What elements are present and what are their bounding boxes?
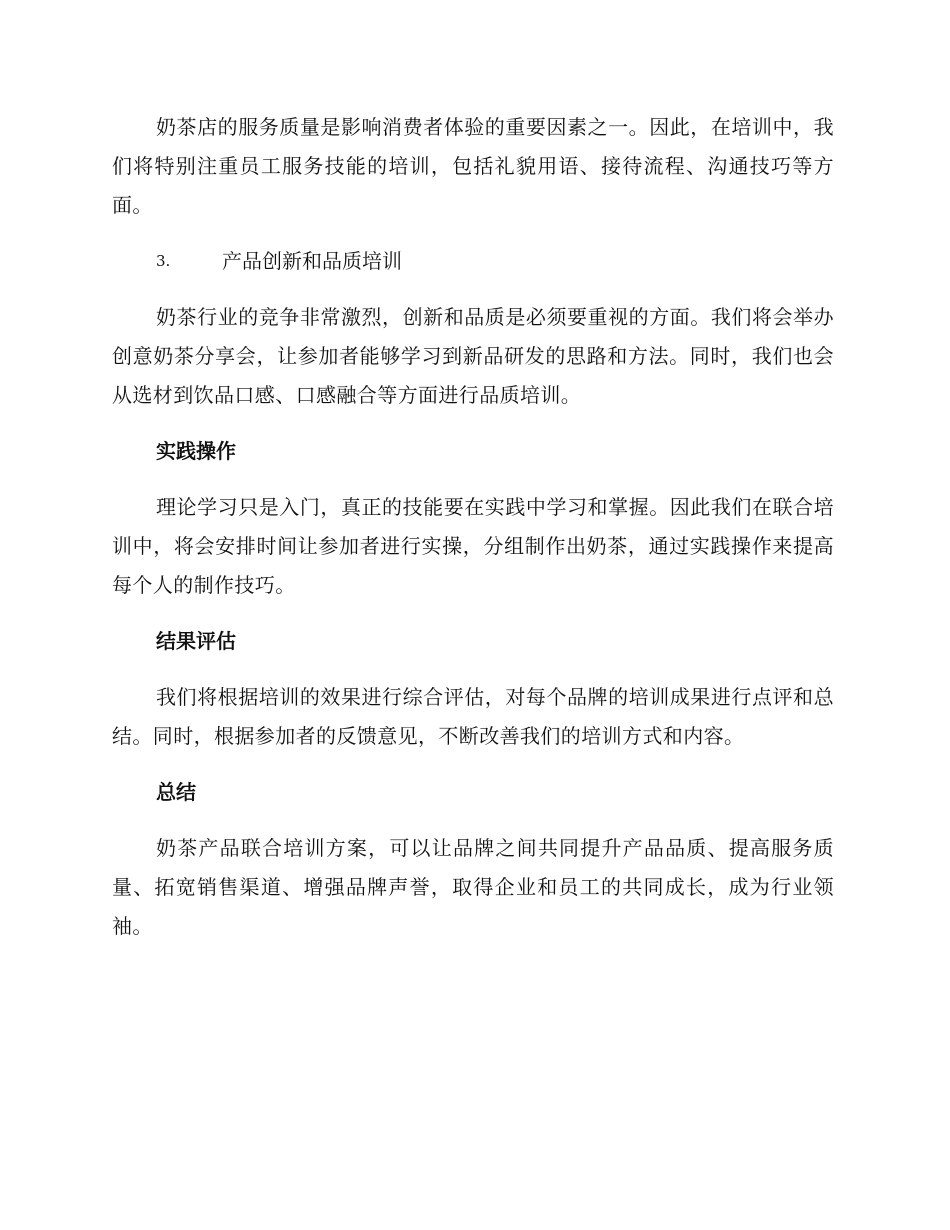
paragraph-evaluation: 我们将根据培训的效果进行综合评估，对每个品牌的培训成果进行点评和总结。同时，根据参加者的反馈意见，不断改善我们的培训方式和内容。 (112, 685, 834, 748)
heading-practice: 实践操作 (156, 439, 236, 463)
paragraph-practice: 理论学习只是入门，真正的技能要在实践中学习和掌握。因此我们在联合培训中，将会安排时间让参加者进行实操，分组制作出奶茶，通过实践操作来提高每个人的制作技巧。 (112, 495, 834, 597)
document-body (112, 108, 834, 946)
paragraph-summary: 奶茶产品联合培训方案，可以让品牌之间共同提升产品品质、提高服务质量、拓宽销售渠道、增强品牌声誉，取得企业和员工的共同成长，成为行业领袖。 (112, 836, 834, 938)
paragraph-innovation-quality: 奶茶行业的竞争非常激烈，创新和品质是必须要重视的方面。我们将会举办创意奶茶分享会，让参加者能够学习到新品研发的思路和方法。同时，我们也会从选材到饮品口感、口感融合等方面进行品质培训。 (112, 305, 834, 407)
heading-summary: 总结 (156, 780, 196, 804)
paragraph-service-quality: 奶茶店的服务质量是影响消费者体验的重要因素之一。因此，在培训中，我们将特别注重员工服务技能的培训，包括礼貌用语、接待流程、沟通技巧等方面。 (112, 115, 834, 217)
list-item-product-innovation (112, 242, 834, 281)
list-item-title: 产品创新和品质培训 (222, 249, 402, 273)
heading-evaluation: 结果评估 (156, 629, 236, 653)
list-item-number: 3. (156, 252, 171, 270)
